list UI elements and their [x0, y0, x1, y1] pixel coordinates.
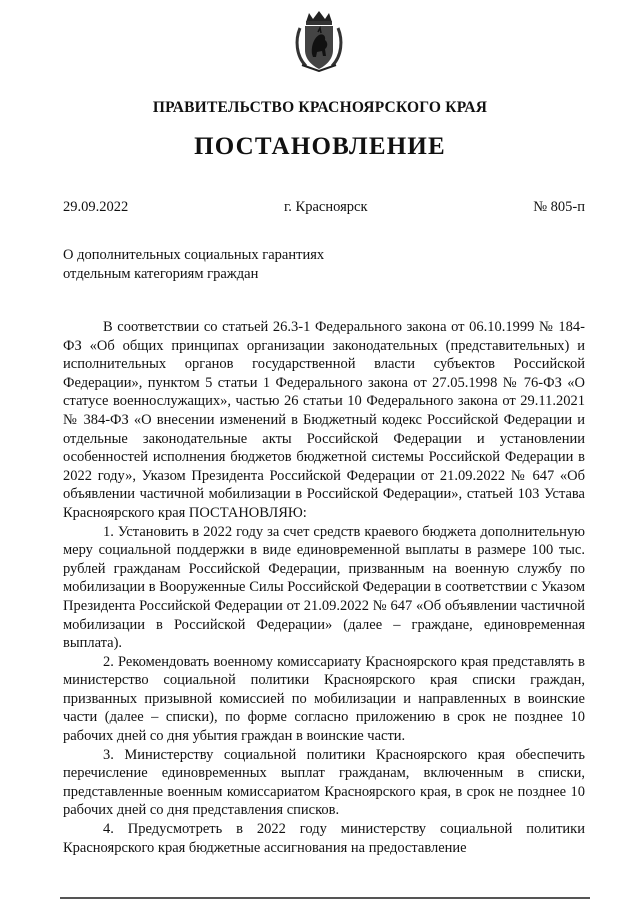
preamble-paragraph: В соответствии со статьей 26.3-1 Федерального закона от 06.10.1999 № 184-ФЗ «Об общих принципах организации законодательных (представительных) и исполнительных органов государственной власти субъектов Российской Федерации», пунктом 5 статьи 1 Федерального закона от 27.05.1998 № 76-ФЗ «О статусе военнослужащих», частью 26 статьи 10 Федерального закона от 29.11.2021 № 384-ФЗ «О внесении изменений в Бюджетный кодекс Российской Федерации и отдельные законодательные акты Российской Федерации и установлении особенностей исполнения бюджетов бюджетной системы Российской Федерации в 2022 году», Указом Президента Российской Федерации от 21.09.2022 № 647 «Об объявлении частичной мобилизации в Российской Федерации», статьей 103 Устава Красноярского края ПОСТАНОВЛЯЮ: [63, 319, 585, 521]
subject-line: О дополнительных социальных гарантиях [63, 247, 325, 263]
document-city: г. Красноярск [284, 199, 368, 215]
krasnoyarsk-coat-of-arms-icon [294, 10, 344, 72]
organization-title: ПРАВИТЕЛЬСТВО КРАСНОЯРСКОГО КРАЯ [152, 99, 488, 116]
item-paragraph-4: 4. Предусмотреть в 2022 году министерству социальной политики Красноярского края бюджетные ассигнования на предоставление [63, 821, 585, 856]
item-paragraph-2: 2. Рекомендовать военному комиссариату Красноярского края представлять в министерство социальной политики Красноярского края списки граждан, призванных призывной комиссией по мобилизации и направленных в воинские части (далее – списки), по форме согласно приложению в срок не позднее 10 рабочих дней со дня убытия граждан в воинские части. [63, 653, 585, 745]
item-paragraph-3: 3. Министерству социальной политики Красноярского края обеспечить перечисление единовременных выплат гражданам, включенным в списки, представленные военным комиссариатом Красноярского края, в срок не позднее 10 рабочих дней со дня представления списков. [63, 746, 585, 819]
document-subject [63, 246, 324, 284]
subject-line: отдельным категориям граждан [63, 266, 259, 282]
document-body [63, 318, 585, 857]
document-type-title: ПОСТАНОВЛЕНИЕ [194, 133, 446, 160]
page-bottom-edge [60, 897, 590, 899]
item-paragraph-1: 1. Установить в 2022 году за счет средств краевого бюджета дополнительную меру социальной поддержки в виде единовременной выплаты в размере 100 тыс. рублей гражданам Российской Федерации, призванным на военную службу по мобилизации в Вооруженные Силы Российской Федерации в соответствии с Указом Президента Российской Федерации от 21.09.2022 № 647 «Об объявлении частичной мобилизации в Российской Федерации» (далее – граждане, единовременная выплата). [63, 523, 585, 652]
document-meta-row [63, 199, 585, 219]
document-number: № 805-п [533, 199, 585, 215]
document-date: 29.09.2022 [63, 199, 129, 215]
